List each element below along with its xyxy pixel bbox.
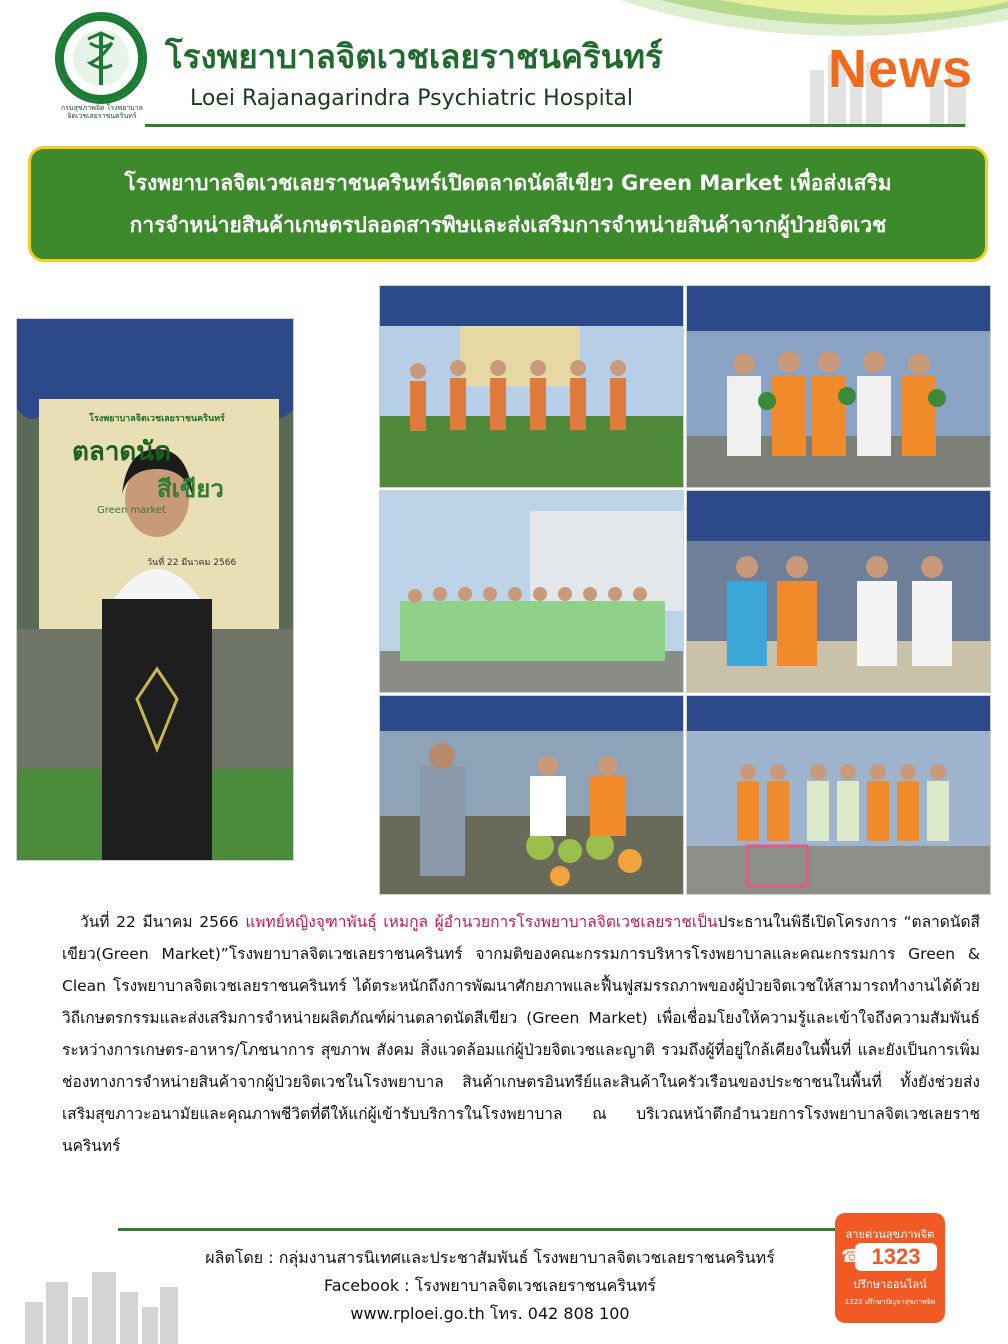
headline-line-1: โรงพยาบาลจิตเวชเลยราชนครินทร์เปิดตลาดนัดสีเขียว Green Market เพื่อส่งเสริม: [124, 171, 892, 195]
footer-contact: www.rploei.go.th โทร. 042 808 100: [350, 1304, 630, 1323]
hospital-name-english: Loei Rajanagarindra Psychiatric Hospital: [190, 86, 633, 111]
banner-title: โรงพยาบาลจิตเวชเลยราชนครินทร์: [89, 414, 225, 424]
hospital-name-thai: โรงพยาบาลจิตเวชเลยราชนครินทร์: [165, 37, 663, 76]
article-body: [62, 906, 980, 1162]
footer-producer: ผลิตโดย : กลุ่มงานสารนิเทศและประชาสัมพันธ์ โรงพยาบาลจิตเวชเลยราชนครินทร์: [205, 1248, 775, 1267]
banner-subtitle: Green market: [97, 505, 166, 516]
header-divider: [145, 124, 965, 127]
headline-banner: [28, 146, 988, 262]
news-label: News: [828, 39, 974, 99]
photo-speaker-at-podium: [16, 318, 294, 861]
footer-divider: [118, 1228, 918, 1231]
photo-market-visit: [686, 695, 991, 895]
page-footer: [120, 1244, 860, 1328]
phone-icon: ☎: [841, 1246, 864, 1267]
photo-vendor-produce: [379, 695, 684, 895]
hotline-facebook: 1323 ปรึกษาปัญหาสุขภาพจิต: [844, 1298, 936, 1306]
banner-heading-2: สีเขียว: [157, 475, 224, 503]
banner-heading-1: ตลาดนัด: [72, 437, 171, 467]
photo-opening-ceremony: [379, 285, 684, 488]
hotline-title: สายด่วนสุขภาพจิต: [845, 1228, 935, 1241]
headline-line-2: การจำหน่ายสินค้าเกษตรปลอดสารพิษและส่งเสริมการจำหน่ายสินค้าจากผู้ป่วยจิตเวช: [129, 213, 887, 237]
footer-facebook: Facebook : โรงพยาบาลจิตเวชเลยราชนครินทร์: [323, 1276, 657, 1295]
banner-date: วันที่ 22 มีนาคม 2566: [147, 558, 237, 568]
logo-caption: กรมสุขภาพจิต โรงพยาบาลจิตเวชเลยราชนครินทร์: [61, 104, 143, 120]
article-date: วันที่ 22 มีนาคม 2566: [80, 913, 239, 931]
hotline-number: 1323: [855, 1243, 937, 1271]
photo-holding-plants: [686, 285, 991, 488]
ministry-of-public-health-logo: [55, 12, 147, 104]
article-highlight-director: แพทย์หญิงจุฑาพันธุ์ เหมกูล ผู้อำนวยการโรงพยาบาลจิตเวชเลยราชเป็น: [245, 913, 718, 931]
mental-health-hotline-badge: [835, 1213, 945, 1323]
photo-group-staff: [379, 490, 684, 693]
page-header: [0, 0, 1008, 135]
article-text: ประธานในพิธีเปิดโครงการ “ตลาดนัดสีเขียว(Green Market)”โรงพยาบาลจิตเวชเลยราชนครินทร์ จากมติของคณะกรรมการบริหารโรงพยาบาลและคณะกรรมการ Green & Clean โรงพยาบาลจิตเวชเลยราชนครินทร์ ได้ตระหนักถึงการพัฒนาศักยภาพและฟื้นฟูสมรรถภาพของผู้ป่วยจิตเวชให้สามารถทำงานได้ด้วยวิถีเกษตรกรรมและส่งเสริมการจำหน่ายผลิตภัณฑ์ผ่านตลาดนัดสีเขียว (Green Market) เพื่อเชื่อมโยงให้ความรู้และเข้าใจถึงความสัมพันธ์ ระหว่างการเกษตร-อาหาร/โภชนาการ สุขภาพ สังคม สิ่งแวดล้อมแก่ผู้ป่วยจิตเวชและญาติ รวมถึงผู้ที่อยู่ใกล้เคียงในพื้นที่ และยังเป็นการเพิ่มช่องทางการจำหน่ายสินค้าจากผู้ป่วยจิตเวชในโรงพยาบาล สินค้าเกษตรอินทรีย์และสินค้าในครัวเรือนของประชาชนในพื้นที่ ทั้งยังช่วยส่งเสริมสุขภาวะอนามัยและคุณภาพชีวิตที่ดีให้แก่ผู้เข้ารับบริการในโรงพยาบาล ณ บริเวณหน้าตึกอำนวยการโรงพยาบาลจิตเวชเลยราชนครินทร์: [62, 913, 980, 1155]
photo-selling-vegetables: [686, 490, 991, 693]
hotline-subtitle: ปรึกษาออนไลน์: [853, 1278, 927, 1291]
